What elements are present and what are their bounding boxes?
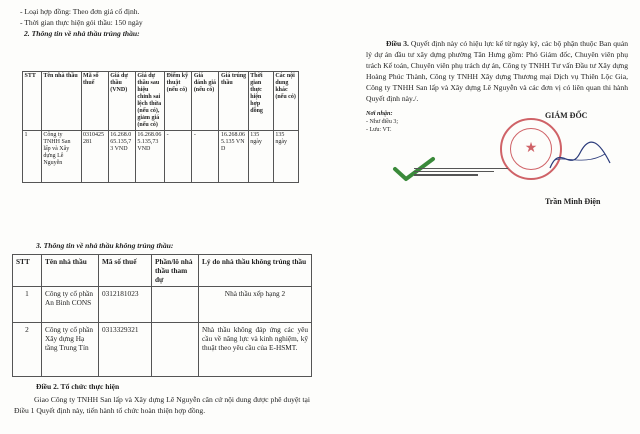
- left-column: [20, 6, 310, 39]
- right-column: [366, 38, 628, 134]
- cell: 2: [13, 323, 42, 377]
- cell: Công ty cổ phần Xây dựng Hạ tầng Trung Tín: [42, 323, 99, 377]
- header-cell: STT: [13, 255, 42, 287]
- header-cell: Giá trúng thầu: [219, 72, 248, 131]
- header-cell: Giá đánh giá (nếu có): [192, 72, 219, 131]
- article-3-body: Quyết định này có hiệu lực kể từ ngày ký, các bộ phận thuộc Ban quản lý dự án đầu tư xây dựng phường Tân Hưng gồm: Phó Giám đốc, Chuyên viên phụ trách Kế toán, Chuyên viên phụ trách dự án, Công ty TNHH Tư vấn Đầu tư Xây dựng Hoàng Phúc Thành, Công ty TNHH Xây dựng Thương mại Dịch vụ Thiên Lộc Gia, Công ty TNHH San lấp và Xây dựng Lê Nguyễn và các đơn vị có liên quan thi hành Quyết định này./.: [366, 39, 628, 103]
- table-row: [13, 323, 312, 377]
- loser-heading: 3. Thông tin về nhà thầu không trúng thầu:: [36, 241, 174, 250]
- contract-type: - Loại hợp đồng: Theo đơn giá cố định.: [20, 7, 140, 16]
- recipient-item: - Như điều 3;: [366, 119, 399, 125]
- cell: 0312181023: [99, 287, 152, 323]
- signer-title: GIÁM ĐỐC: [545, 111, 588, 120]
- recipients-label: Nơi nhận:: [366, 110, 393, 117]
- header-cell: Điểm kỹ thuật (nếu có): [165, 72, 192, 131]
- header-cell: Lý do nhà thầu không trúng thầu: [199, 255, 312, 287]
- signer-name: Trần Minh Điện: [545, 197, 601, 206]
- header-cell: Giá dự thầu (VND): [108, 72, 135, 131]
- loser-table-header: [13, 255, 312, 287]
- loser-table: [12, 254, 312, 377]
- article-3: [366, 38, 628, 104]
- cell: 0313329321: [99, 323, 152, 377]
- cell: 16.268.065.135 VND: [219, 131, 248, 183]
- header-cell: Các nội dung khác (nếu có): [273, 72, 298, 131]
- cell: [152, 323, 199, 377]
- cell: Công ty TNHH San lấp và Xây dựng Lê Nguyễn: [41, 131, 81, 183]
- duration: - Thời gian thực hiện gói thầu: 150 ngày: [20, 18, 143, 27]
- header-cell: Tên nhà thầu: [41, 72, 81, 131]
- cell: -: [165, 131, 192, 183]
- cell: [152, 287, 199, 323]
- header-cell: Phần/lô nhà thầu tham dự: [152, 255, 199, 287]
- cell: Nhà thầu xếp hạng 2: [199, 287, 312, 323]
- cell: 1: [23, 131, 42, 183]
- signature: [545, 138, 615, 178]
- recipient-item: - Lưu: VT.: [366, 127, 392, 133]
- cell: 0310425281: [81, 131, 108, 183]
- header-cell: Thời gian thực hiện hợp đồng: [248, 72, 273, 131]
- cell: Nhà thầu không đáp ứng các yêu cầu về năng lực và kinh nghiệm, kỹ thuật theo yêu cầu của E-HSMT.: [199, 323, 312, 377]
- header-cell: STT: [23, 72, 42, 131]
- cell: -: [192, 131, 219, 183]
- header-cell: Tên nhà thầu: [42, 255, 99, 287]
- cell: 16.268.065.135,73 VND: [108, 131, 135, 183]
- header-cell: Mã số thuế: [81, 72, 108, 131]
- table-row: [13, 287, 312, 323]
- article-2-body: Giao Công ty TNHH San lấp và Xây dựng Lê Nguyễn căn cứ nội dung được phê duyệt tại Điều 1 Quyết định này, tiến hành tổ chức hoàn thiện hợp đồng.: [14, 395, 310, 415]
- cell: 16.268.065.135,73 VND: [135, 131, 164, 183]
- winner-table-header: [23, 72, 299, 131]
- cell: 135 ngày: [248, 131, 273, 183]
- article-2-heading: Điều 2. Tổ chức thực hiện: [36, 382, 120, 391]
- cell: 1: [13, 287, 42, 323]
- header-cell: Giá dự thầu sau hiệu chỉnh sai lệch thừa (nếu có), giảm giá (nếu có): [135, 72, 164, 131]
- article-3-label: Điều 3.: [386, 39, 409, 48]
- winner-heading: 2. Thông tin về nhà thầu trúng thầu:: [24, 29, 140, 38]
- cell: Công ty cổ phần An Bình CONS: [42, 287, 99, 323]
- cell: 135 ngày: [273, 131, 298, 183]
- header-cell: Mã số thuế: [99, 255, 152, 287]
- winner-table: [22, 71, 299, 183]
- digital-signature-text: [414, 166, 514, 177]
- table-row: [23, 131, 299, 183]
